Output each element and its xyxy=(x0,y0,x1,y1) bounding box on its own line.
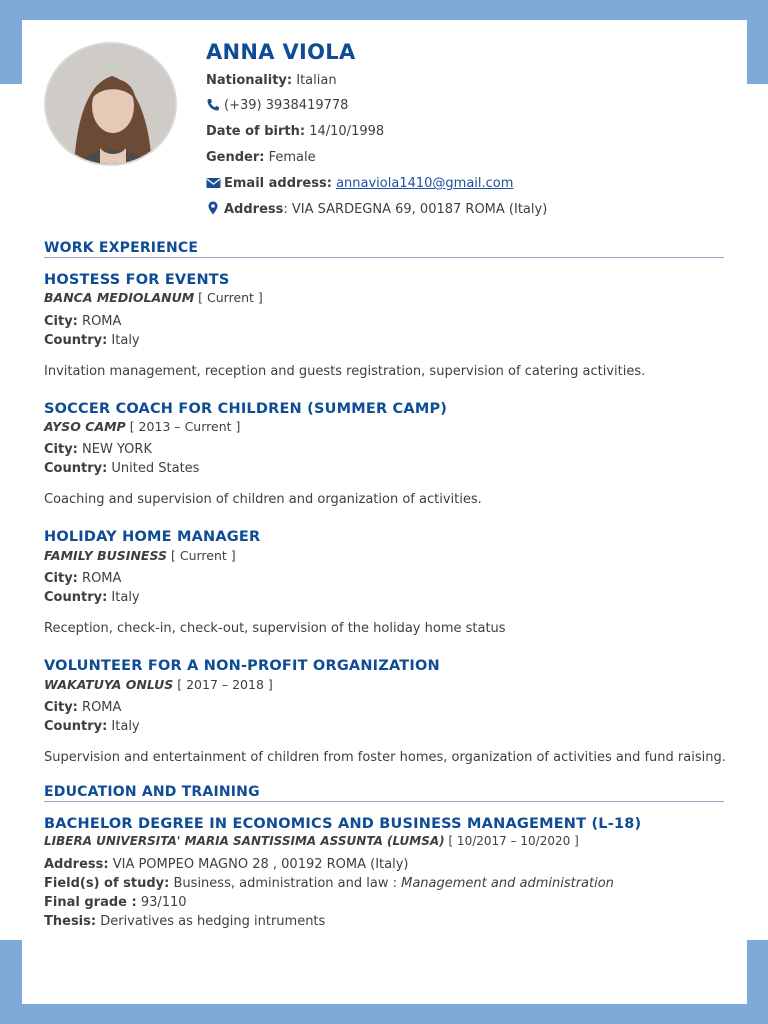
final-grade xyxy=(44,895,187,910)
job-title: HOLIDAY HOME MANAGER xyxy=(44,529,261,545)
education-period: [ 10/2017 – 10/2020 ] xyxy=(444,834,579,848)
profile-photo xyxy=(44,42,177,166)
job-country xyxy=(44,590,140,605)
country-value: Italy xyxy=(111,333,140,348)
employer-name: BANCA MEDIOLANUM xyxy=(44,290,195,305)
phone-value: (+39) 3938419778 xyxy=(224,98,349,113)
section-education: EDUCATION AND TRAINING xyxy=(44,784,724,802)
job-title: SOCCER COACH FOR CHILDREN (SUMMER CAMP) xyxy=(44,401,448,417)
job-city xyxy=(44,571,121,586)
job-title: VOLUNTEER FOR A NON-PROFIT ORGANIZATION xyxy=(44,658,440,674)
job-period: [ 2017 – 2018 ] xyxy=(173,677,273,692)
frame-left-bottom xyxy=(0,940,22,1024)
field-of-study xyxy=(44,876,614,891)
envelope-icon xyxy=(206,176,220,189)
phone-row xyxy=(206,98,348,113)
education-address xyxy=(44,857,409,872)
nationality-label: Nationality: xyxy=(206,73,293,88)
job-period: [ 2013 – Current ] xyxy=(125,419,241,434)
city-value: NEW YORK xyxy=(82,442,152,457)
grade-value: 93/110 xyxy=(140,895,187,910)
country-value: Italy xyxy=(111,590,140,605)
thesis-value: Derivatives as hedging intruments xyxy=(100,914,326,929)
city-label: City: xyxy=(44,314,78,329)
address-row xyxy=(206,201,547,217)
section-work-experience: WORK EXPERIENCE xyxy=(44,240,724,258)
job-employer xyxy=(44,677,273,692)
address-label: Address xyxy=(224,202,284,217)
city-label: City: xyxy=(44,442,78,457)
map-pin-icon xyxy=(206,201,220,214)
job-period: [ Current ] xyxy=(167,548,236,563)
dob-label: Date of birth: xyxy=(206,124,306,139)
frame-right-top xyxy=(747,0,768,84)
job-description: Reception, check-in, check-out, supervision of the holiday home status xyxy=(44,621,506,636)
school xyxy=(44,834,579,848)
job-employer xyxy=(44,419,240,434)
email-row xyxy=(206,176,513,191)
job-city xyxy=(44,700,121,715)
gender-label: Gender: xyxy=(206,150,265,165)
school-name: LIBERA UNIVERSITA' MARIA SANTISSIMA ASSUNTA (LUMSA) xyxy=(44,834,445,848)
country-value: United States xyxy=(111,461,200,476)
city-value: ROMA xyxy=(82,700,122,715)
country-value: Italy xyxy=(111,719,140,734)
frame-left-top xyxy=(0,0,22,84)
field-label: Field(s) of study: xyxy=(44,876,170,891)
job-period: [ Current ] xyxy=(194,290,263,305)
phone-icon xyxy=(206,98,220,111)
education-address-label: Address: xyxy=(44,857,109,872)
address-value: : VIA SARDEGNA 69, 00187 ROMA (Italy) xyxy=(283,202,548,217)
email-label: Email address: xyxy=(224,176,332,191)
field-detail: Management and administration xyxy=(401,876,614,891)
employer-name: FAMILY BUSINESS xyxy=(44,548,168,563)
job-title: HOSTESS FOR EVENTS xyxy=(44,272,230,288)
country-label: Country: xyxy=(44,461,108,476)
degree-title: BACHELOR DEGREE IN ECONOMICS AND BUSINESS MANAGEMENT (L-18) xyxy=(44,816,642,832)
job-employer xyxy=(44,290,263,305)
country-label: Country: xyxy=(44,719,108,734)
nationality-row xyxy=(206,73,337,88)
gender-row xyxy=(206,150,316,165)
frame-right-bottom xyxy=(747,940,768,1024)
frame-top xyxy=(0,0,768,20)
dob-row xyxy=(206,124,384,139)
employer-name: AYSO CAMP xyxy=(44,419,126,434)
frame-bottom xyxy=(0,1004,768,1024)
candidate-name: ANNA VIOLA xyxy=(206,40,356,64)
education-address-value: VIA POMPEO MAGNO 28 , 00192 ROMA (Italy) xyxy=(112,857,409,872)
country-label: Country: xyxy=(44,590,108,605)
gender-value: Female xyxy=(268,150,316,165)
city-label: City: xyxy=(44,700,78,715)
grade-label: Final grade : xyxy=(44,895,137,910)
job-description: Coaching and supervision of children and organization of activities. xyxy=(44,492,482,507)
city-value: ROMA xyxy=(82,314,122,329)
city-label: City: xyxy=(44,571,78,586)
country-label: Country: xyxy=(44,333,108,348)
job-employer xyxy=(44,548,236,563)
city-value: ROMA xyxy=(82,571,122,586)
thesis xyxy=(44,914,325,929)
nationality-value: Italian xyxy=(296,73,337,88)
field-value: Business, administration and law : xyxy=(173,876,402,891)
job-country xyxy=(44,461,199,476)
employer-name: WAKATUYA ONLUS xyxy=(44,677,174,692)
job-city xyxy=(44,314,121,329)
job-country xyxy=(44,333,140,348)
job-country xyxy=(44,719,140,734)
email-link[interactable]: annaviola1410@gmail.com xyxy=(336,176,514,191)
job-city xyxy=(44,442,152,457)
dob-value: 14/10/1998 xyxy=(309,124,385,139)
job-description: Invitation management, reception and guests registration, supervision of catering activities. xyxy=(44,364,646,379)
job-description: Supervision and entertainment of children from foster homes, organization of activities and fund raising. xyxy=(44,750,726,765)
thesis-label: Thesis: xyxy=(44,914,97,929)
